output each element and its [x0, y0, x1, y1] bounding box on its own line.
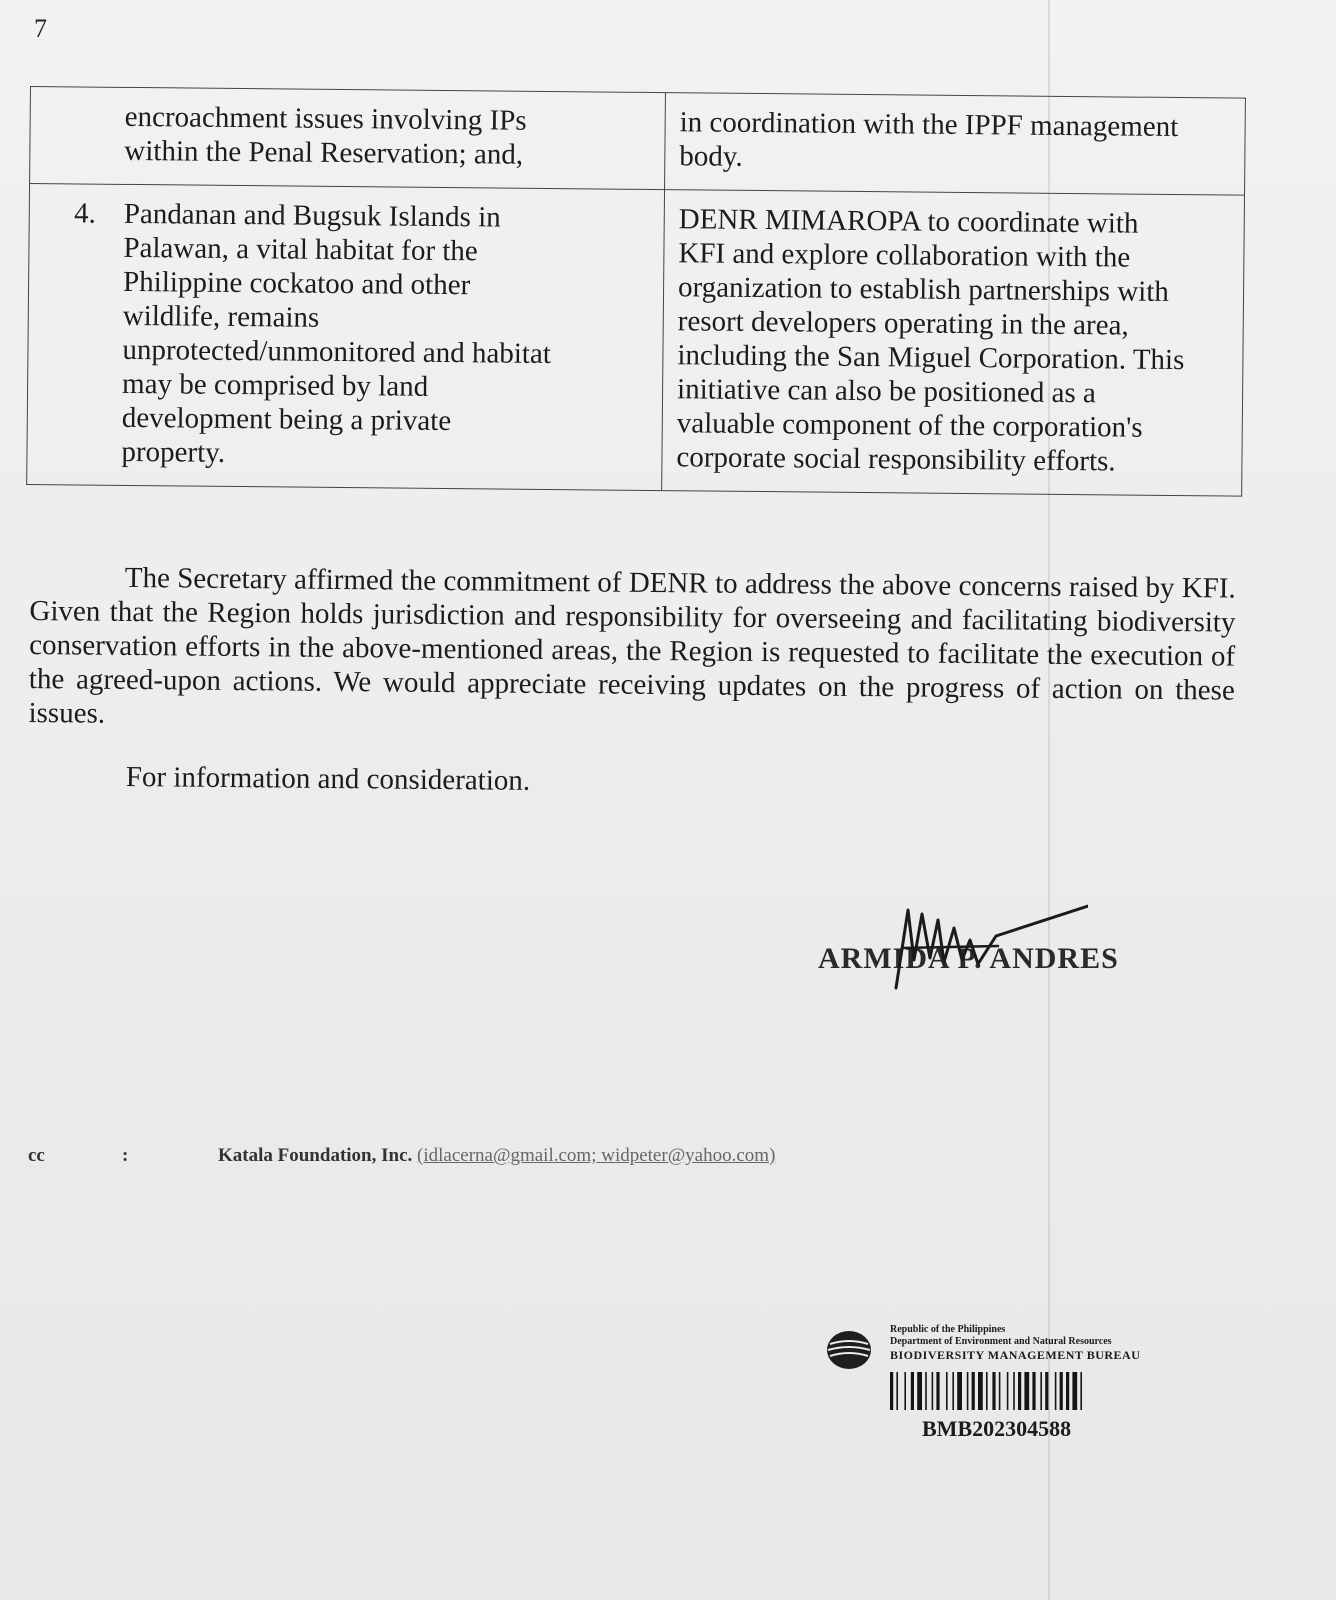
barcode-bar: [1040, 1372, 1042, 1410]
signature-block: [818, 900, 1138, 1000]
cc-emails: (idlacerna@gmail.com; widpeter@yahoo.com): [417, 1145, 776, 1166]
signatory-name: ARMIDA P. ANDRES: [818, 942, 1119, 975]
action-text-line: KFI and explore collaboration with the: [678, 237, 1131, 274]
table-row: [30, 87, 1246, 196]
barcode-bar: [932, 1372, 934, 1410]
issue-text-line: Philippine cockatoo and other: [122, 265, 471, 302]
action-cell: [662, 190, 1245, 497]
issue-text-line: Pandanan and Bugsuk Islands in: [123, 197, 501, 234]
barcode-bar: [1072, 1372, 1077, 1410]
barcode-bar: [1018, 1372, 1021, 1410]
barcode-bar: [952, 1372, 954, 1410]
cc-recipient-line: [218, 1145, 775, 1167]
barcode-bar: [890, 1372, 893, 1410]
handwritten-signature: [878, 900, 1088, 1000]
barcode-bar: [911, 1372, 914, 1410]
barcode-bar: [986, 1372, 988, 1410]
issue-text: [124, 100, 651, 173]
action-text-line: resort developers operating in the area,: [677, 305, 1129, 342]
action-text-line: corporate social responsibility efforts.: [676, 441, 1116, 478]
cc-recipient: Katala Foundation, Inc.: [218, 1145, 413, 1166]
issue-cell: [30, 87, 666, 190]
barcode-bar: [1060, 1372, 1063, 1410]
barcode-bar: [1055, 1372, 1057, 1410]
stamp-line-bureau: BIODIVERSITY MANAGEMENT BUREAU: [890, 1348, 1141, 1362]
issue-cell: [27, 184, 665, 491]
barcode-bar: [946, 1372, 948, 1410]
closing-line: For information and consideration.: [125, 760, 531, 797]
action-text-line: DENR MIMAROPA to coordinate with: [678, 203, 1139, 240]
issue-text-line: encroachment issues involving IPs: [124, 100, 527, 137]
cc-colon: :: [122, 1145, 129, 1166]
issue-text-line: wildlife, remains: [122, 299, 320, 334]
barcode-bar: [936, 1372, 939, 1410]
barcode-bar: [925, 1372, 927, 1410]
barcode-bar: [957, 1372, 962, 1410]
barcode: [890, 1372, 1138, 1410]
body-paragraph: [28, 560, 1236, 742]
action-text-line: initiative can also be positioned as a: [676, 373, 1097, 410]
barcode-bar: [917, 1372, 922, 1410]
barcode-bar: [999, 1372, 1001, 1410]
action-text-line: body.: [679, 140, 743, 173]
barcode-bar: [1013, 1372, 1015, 1410]
barcode-bar: [896, 1372, 898, 1410]
issue-number: [44, 99, 125, 168]
barcode-bar: [1032, 1372, 1035, 1410]
issue-text-line: within the Penal Reservation; and,: [124, 134, 524, 171]
barcode-bar: [904, 1372, 906, 1410]
barcode-bar: [1024, 1372, 1029, 1410]
barcode-bar: [967, 1372, 969, 1410]
issues-actions-table: [26, 86, 1246, 497]
table-row: [27, 184, 1245, 497]
cc-label: cc: [28, 1145, 45, 1166]
stamp-line-republic: Republic of the Philippines: [890, 1324, 1006, 1335]
barcode-bar: [978, 1372, 983, 1410]
barcode-bar: [1066, 1372, 1069, 1410]
action-text-line: including the San Miguel Corporation. This: [677, 339, 1185, 377]
issue-text-line: Palawan, a vital habitat for the: [123, 231, 478, 268]
issue-text-line: may be comprised by land: [121, 367, 429, 403]
action-text-line: in coordination with the IPPF management: [679, 106, 1179, 144]
issue-text-line: property.: [121, 435, 226, 469]
action-cell: [665, 93, 1246, 196]
barcode-bar: [1045, 1372, 1048, 1410]
receiving-stamp: [824, 1320, 1184, 1440]
handwritten-mark: 7: [34, 14, 47, 43]
barcode-bar: [992, 1372, 995, 1410]
action-text-line: organization to establish partnerships with: [677, 271, 1169, 308]
barcode-bar: [1007, 1372, 1009, 1410]
issue-text: [121, 197, 650, 474]
stamp-line-department: Department of Environment and Natural Resources: [890, 1336, 1112, 1347]
barcode-bar: [972, 1372, 975, 1410]
issue-text-line: development being a private: [121, 401, 452, 438]
barcode-bar: [1080, 1372, 1082, 1410]
document-control-number: BMB202304588: [922, 1416, 1072, 1441]
action-text-line: valuable component of the corporation's: [676, 407, 1143, 444]
denr-logo-icon: [824, 1328, 874, 1372]
issue-number: 4.: [73, 197, 96, 230]
issue-text-line: unprotected/unmonitored and habitat: [122, 333, 552, 371]
body-paragraph-text: The Secretary affirmed the commitment of DENR to address the above concerns raised by KFI. Given that the Region holds jurisdiction and responsibility for overseeing and facilitating biodiversity conservation efforts in the above-mentioned areas, the Region is requested to facilitate the execution of the agreed-upon actions. We would appreciate receiving updates on the progress of action on these issues.: [28, 561, 1236, 730]
